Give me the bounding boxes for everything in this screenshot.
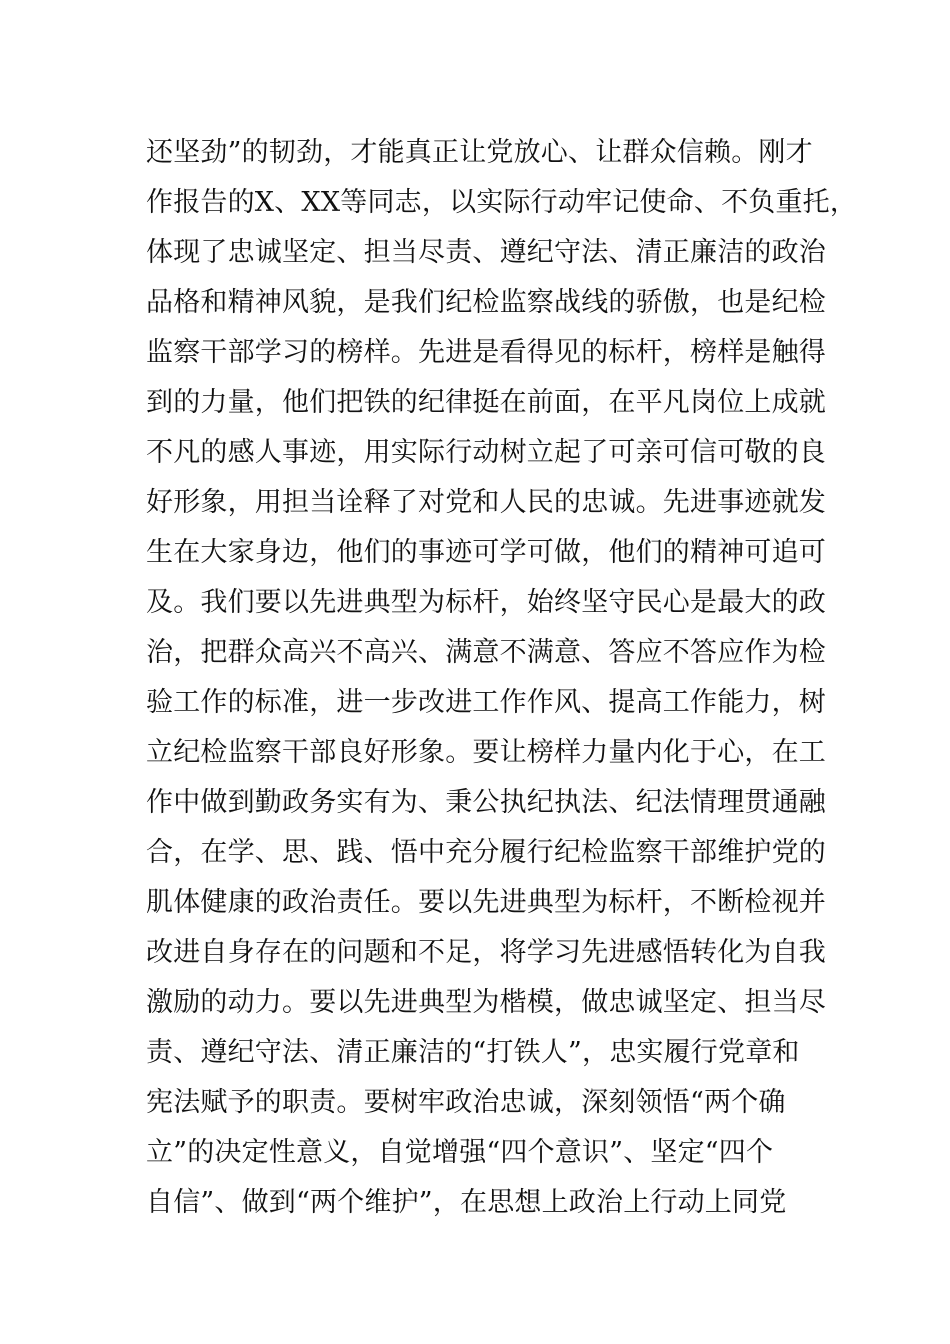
- text-line: 改进自身存在的问题和不足，将学习先进感悟转化为自我: [146, 937, 826, 968]
- text-line: 好形象，用担当诠释了对党和人民的忠诚。先进事迹就发: [146, 487, 826, 518]
- text-line: 作报告的X、XX等同志，以实际行动牢记使命、不负重托，: [146, 187, 858, 218]
- text-line: 自信”、做到“两个维护”，在思想上政治上行动上同党: [146, 1187, 787, 1218]
- text-line: 体现了忠诚坚定、担当尽责、遵纪守法、清正廉洁的政治: [146, 237, 826, 268]
- text-line: 验工作的标准，进一步改进工作作风、提高工作能力，树: [146, 687, 826, 718]
- text-line: 还坚劲”的韧劲，才能真正让党放心、让群众信赖。刚才: [146, 137, 813, 168]
- text-line: 肌体健康的政治责任。要以先进典型为标杆，不断检视并: [146, 887, 826, 918]
- text-line: 不凡的感人事迹，用实际行动树立起了可亲可信可敬的良: [146, 437, 826, 468]
- text-line: 立纪检监察干部良好形象。要让榜样力量内化于心，在工: [146, 737, 826, 768]
- text-line: 立”的决定性意义，自觉增强“四个意识”、坚定“四个: [146, 1137, 774, 1168]
- text-line: 及。我们要以先进典型为标杆，始终坚守民心是最大的政: [146, 587, 826, 618]
- text-line: 生在大家身边，他们的事迹可学可做，他们的精神可追可: [146, 537, 826, 568]
- text-line: 品格和精神风貌，是我们纪检监察战线的骄傲，也是纪检: [146, 287, 826, 318]
- text-line: 到的力量，他们把铁的纪律挺在前面，在平凡岗位上成就: [146, 387, 826, 418]
- text-line: 监察干部学习的榜样。先进是看得见的标杆，榜样是触得: [146, 337, 826, 368]
- text-line: 激励的动力。要以先进典型为楷模，做忠诚坚定、担当尽: [146, 987, 826, 1018]
- text-line: 责、遵纪守法、清正廉洁的“打铁人”，忠实履行党章和: [146, 1037, 800, 1068]
- body-paragraph: [146, 128, 858, 1228]
- text-line: 治，把群众高兴不高兴、满意不满意、答应不答应作为检: [146, 637, 826, 668]
- text-line: 合，在学、思、践、悟中充分履行纪检监察干部维护党的: [146, 837, 826, 868]
- text-line: 作中做到勤政务实有为、秉公执纪执法、纪法情理贯通融: [146, 787, 826, 818]
- text-line: 宪法赋予的职责。要树牢政治忠诚，深刻领悟“两个确: [146, 1087, 786, 1118]
